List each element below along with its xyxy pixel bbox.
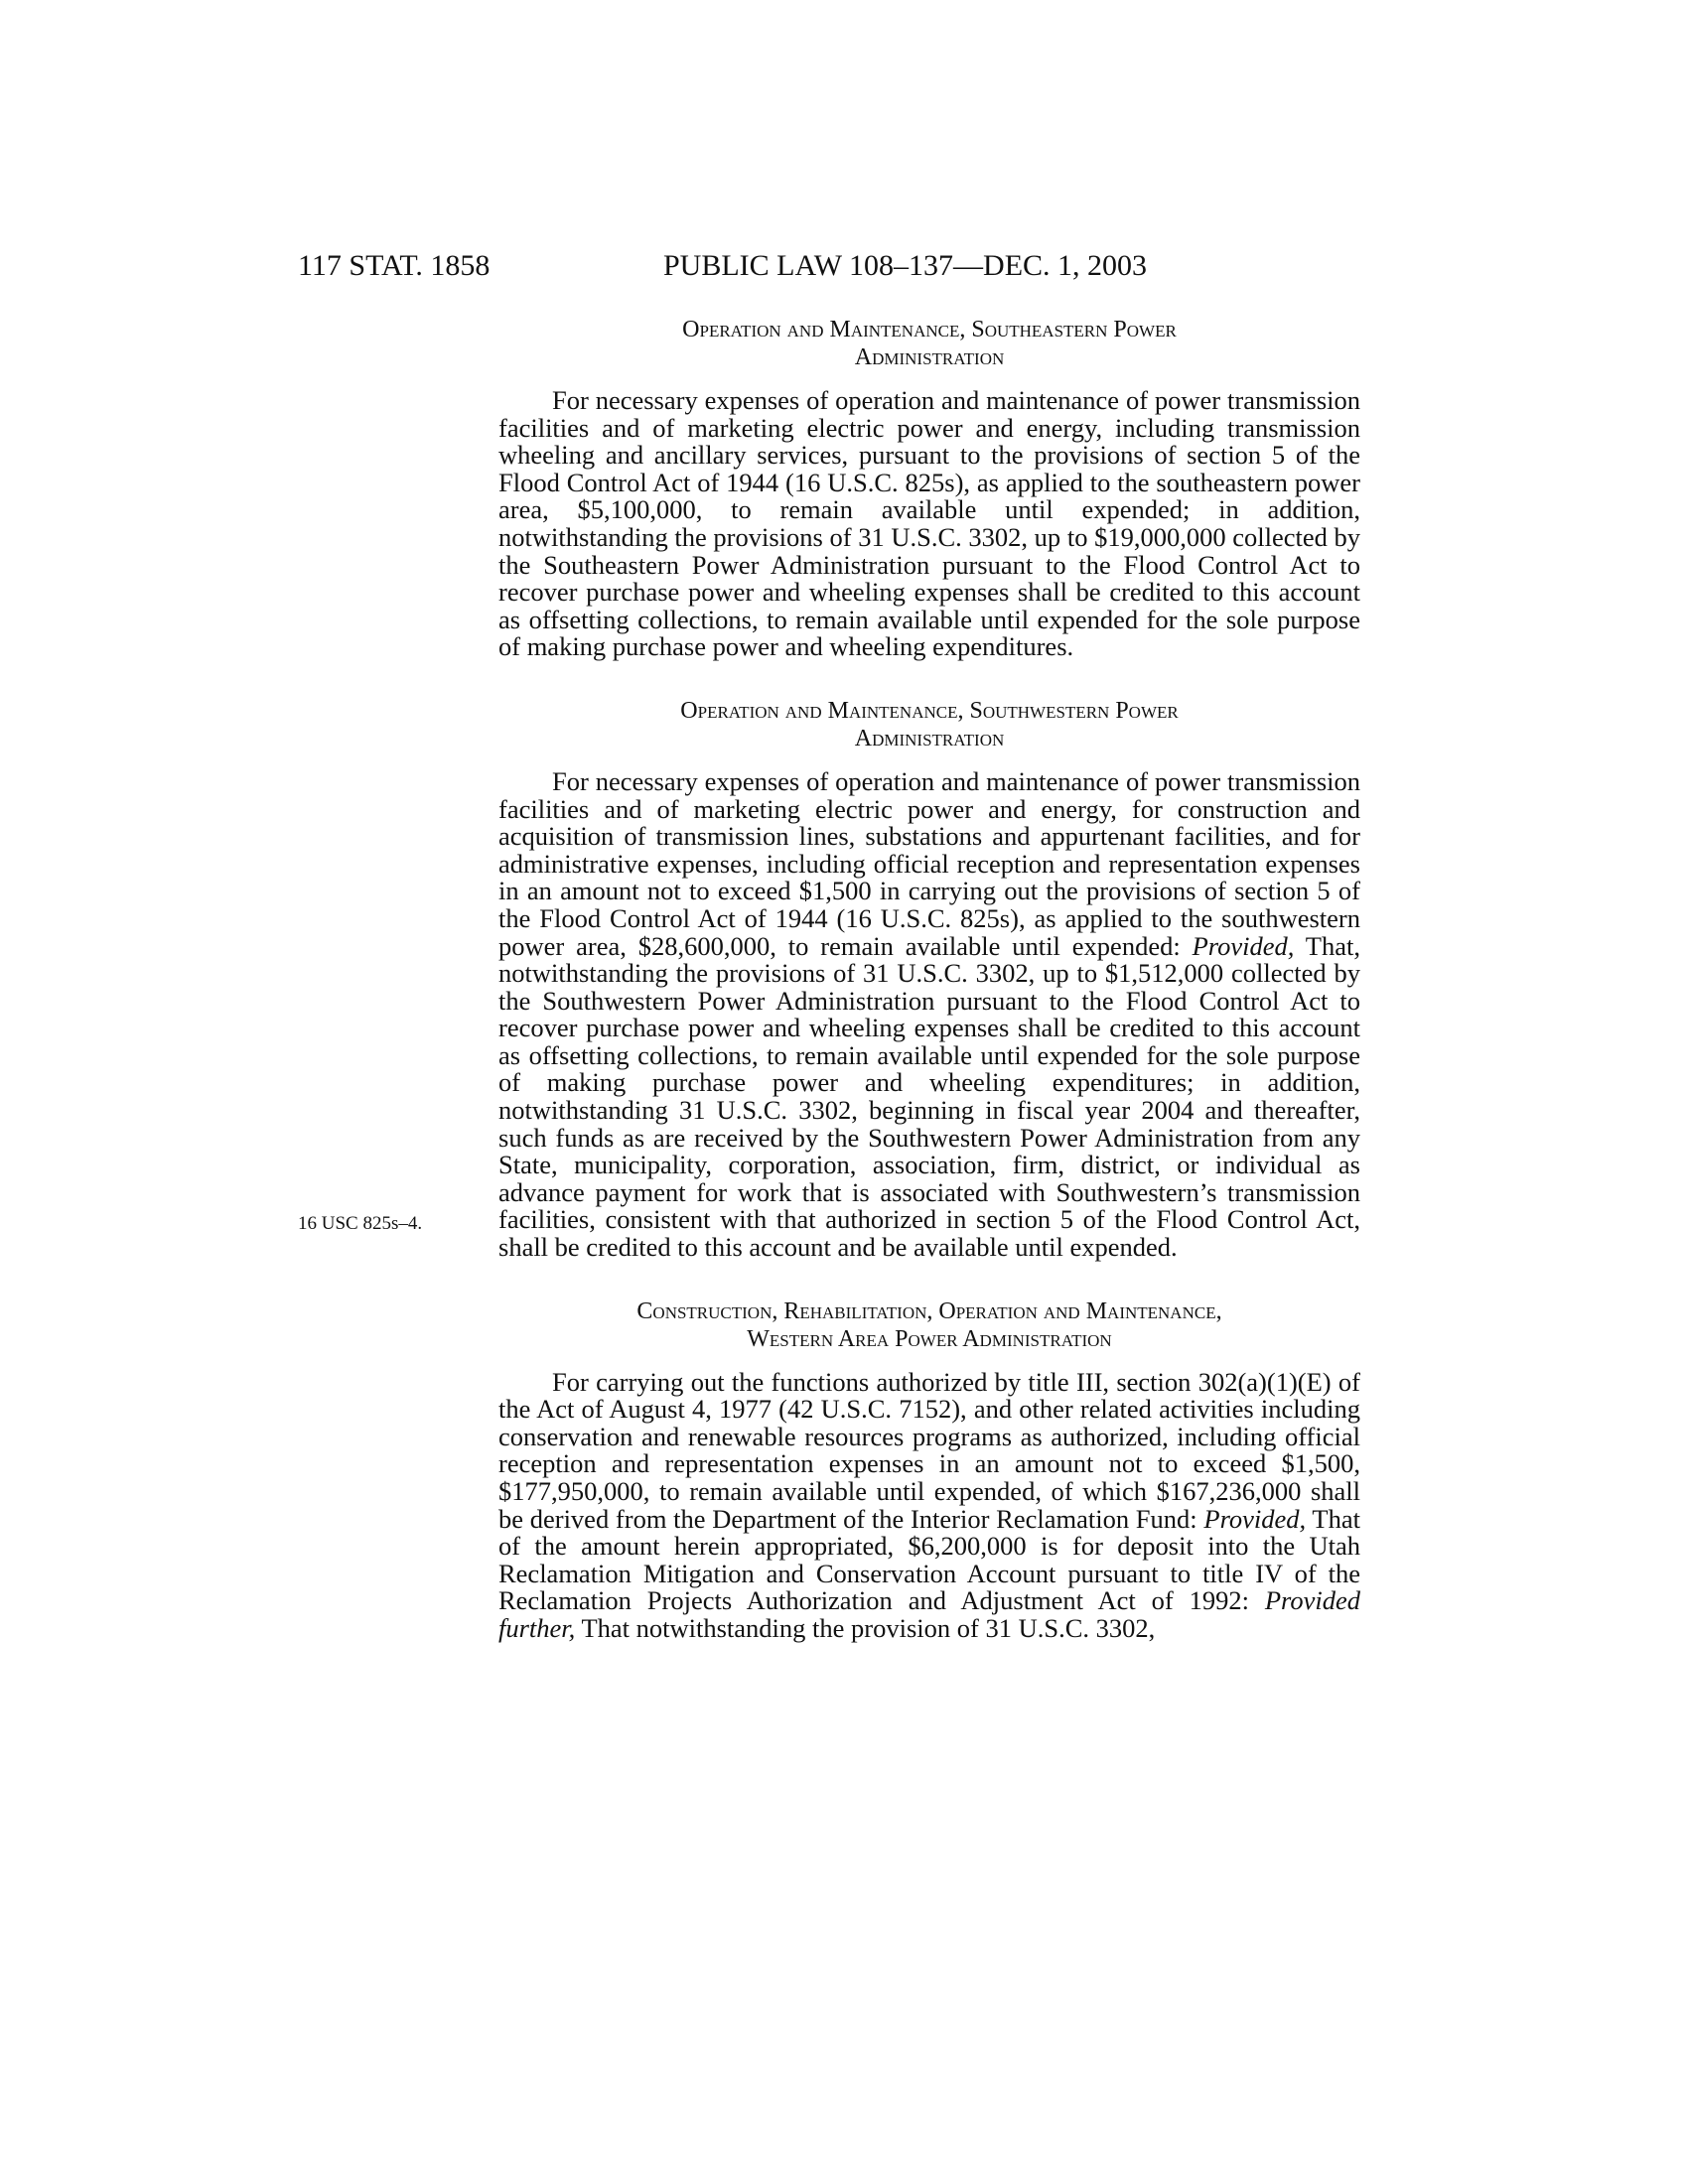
page-header [298, 246, 1390, 286]
margin-citation-note: 16 USC 825s–4. [298, 1213, 423, 1234]
heading-line: Western Area Power Administration [747, 1325, 1112, 1352]
paragraph-southeastern: For necessary expenses of operation and maintenance of power transmission facilities and of marketing electric power and energy, including transmission wheeling and ancillary services, pursuant to the provisions of section 5 of the Flood Control Act of 1944 (16 U.S.C. 825s), as applied to the southeastern power area, $5,100,000, to remain available until expended; in addition, notwithstanding the provisions of 31 U.S.C. 3302, up to $19,000,000 collected by the Southeastern Power Administration pursuant to the Flood Control Act to recover purchase power and wheeling expenses shall be credited to this account as offsetting collections, to remain available until expended for the sole purpose of making purchase power and wheeling expenditures. [498, 385, 1360, 662]
stat-reference: 117 STAT. 1858 [298, 249, 491, 282]
section-heading-southwestern [498, 697, 1360, 752]
running-head-law-title: PUBLIC LAW 108–137—DEC. 1, 2003 [663, 249, 1148, 282]
body-column [498, 316, 1360, 1679]
italic-provided: Provided, [1203, 1503, 1307, 1534]
text-run: For necessary expenses of operation and maintenance of power transmission facilities and of marketing electric power and energy, for construction and acquisition of transmission lines, substations and appurtenant facilities, and for administrative expenses, including official reception and representation expenses in an amount not to exceed $1,500 in carrying out the provisions of section 5 of the Flood Control Act of 1944 (16 U.S.C. 825s), as applied to the southwestern power area, $28,600,000, to remain available until expended: [498, 765, 1360, 961]
heading-line: Administration [854, 725, 1005, 751]
italic-provided: Provided, [1192, 930, 1295, 961]
section-heading-southeastern [498, 316, 1360, 371]
text-run: That of the amount herein appropriated, $6,200,000 is for deposit into the Utah Reclamation Mitigation and Conservation Account pursuant to title IV of the Reclamation Projects Authorization and Adjustment Act of 1992: [498, 1503, 1360, 1616]
paragraph-southwestern [498, 765, 1360, 1263]
text-run: That notwithstanding the provision of 31 U.S.C. 3302, [575, 1612, 1156, 1643]
text-run: For carrying out the functions authorized by title III, section 302(a)(1)(E) of the Act of August 4, 1977 (42 U.S.C. 7152), and other related activities including conservation and renewable resources programs as authorized, including official reception and representation expenses in an amount not to exceed $1,500, $177,950,000, to remain available until expended, of which $167,236,000 shall be derived from the Department of the Interior Reclamation Fund: [498, 1366, 1360, 1534]
section-heading-western [498, 1297, 1360, 1353]
heading-line: Operation and Maintenance, Southwestern Power [680, 697, 1179, 724]
heading-line: Construction, Rehabilitation, Operation and Maintenance, [636, 1297, 1222, 1324]
italic-provided-further: Provided further, [498, 1585, 1360, 1643]
heading-line: Administration [854, 344, 1005, 370]
paragraph-western [498, 1366, 1360, 1643]
text-run: That, notwithstanding the provisions of 31 U.S.C. 3302, up to $1,512,000 collected by the Southwestern Power Administration pursuant to the Flood Control Act to recover purchase power and wheeling expenses shall be credited to this account as offsetting collections, to remain available until expended for the sole purpose of making purchase power and wheeling expenditures; in addition, notwithstanding 31 U.S.C. 3302, beginning in fiscal year 2004 and thereafter, such funds as are received by the Southwestern Power Administration from any State, municipality, corporation, association, firm, district, or individual as advance payment for work that is associated with Southwestern’s transmission facilities, consistent with that authorized in section 5 of the Flood Control Act, shall be credited to this account and be available until expended. [498, 930, 1360, 1263]
heading-line: Operation and Maintenance, Southeastern Power [682, 317, 1177, 342]
